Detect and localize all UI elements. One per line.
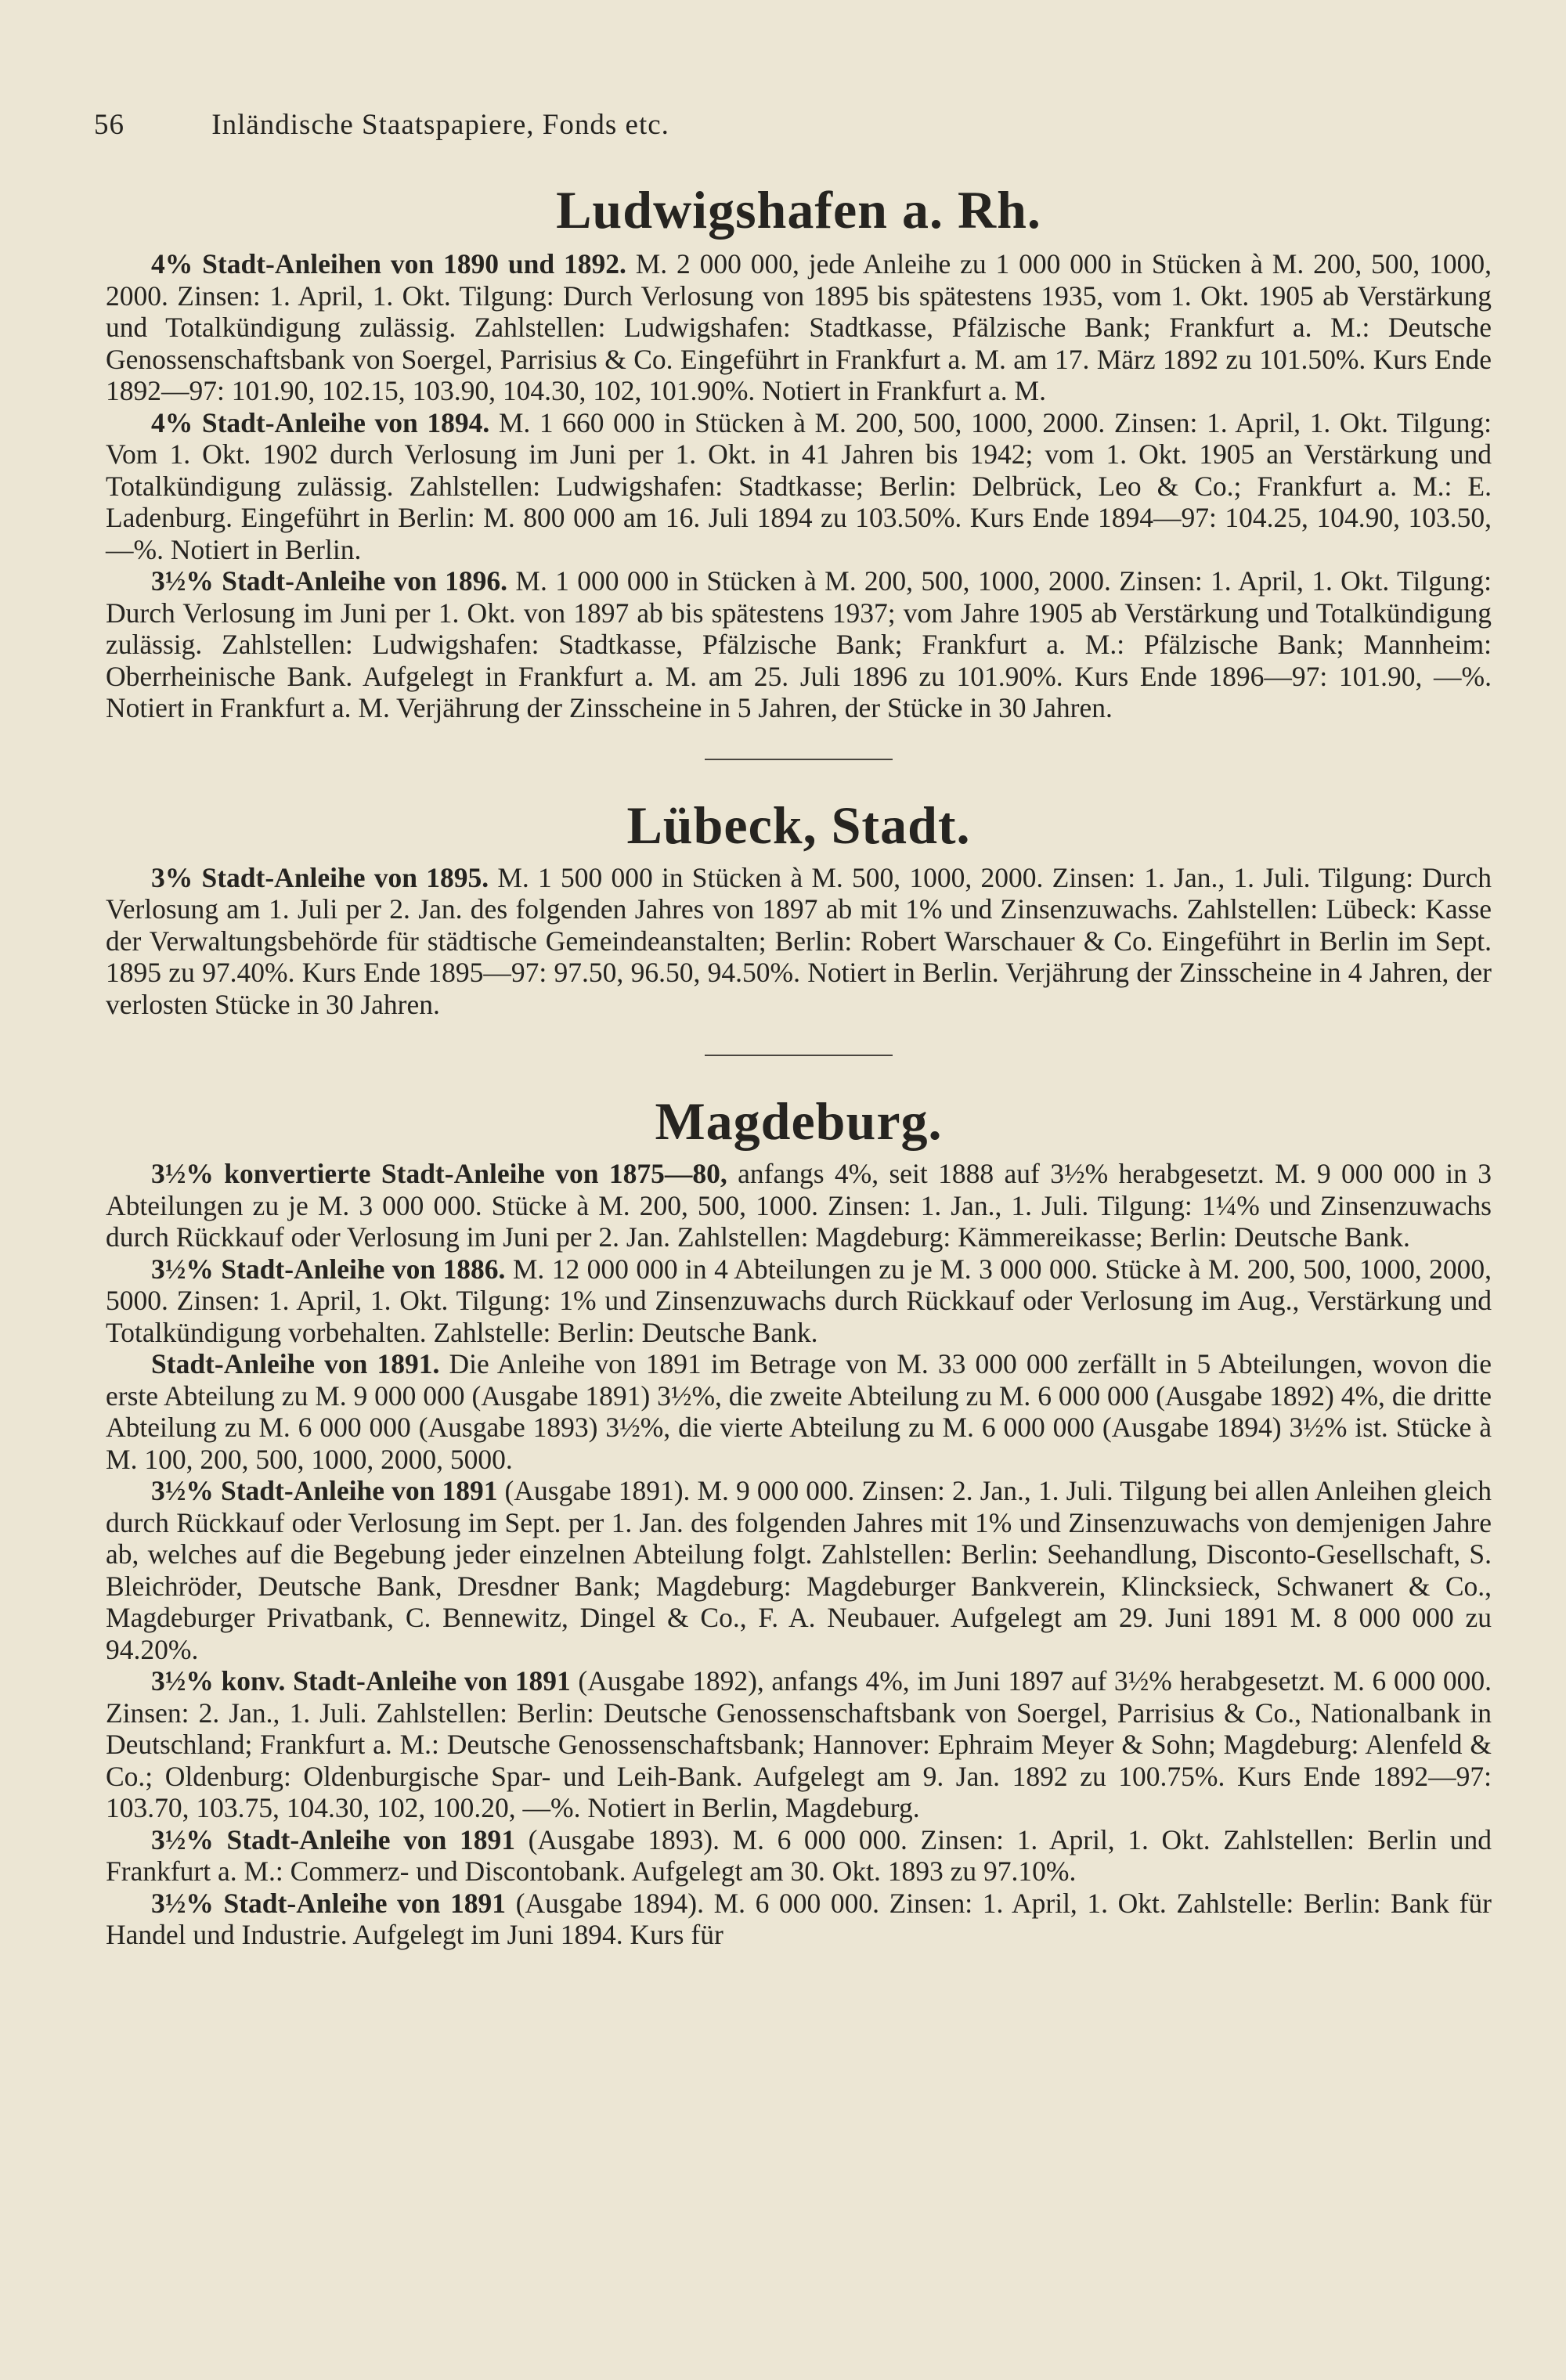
entry-text: M. 1 660 000 in Stücken à M. 200, 500, 1000, 2000. Zinsen: 1. April, 1. Okt. Tilgung: Vom 1. Okt. 1902 durch Verlosung im Juni per 1. Okt. in 41 Jahren bis 1942; vom 1. Okt. 1905 an Verstärkung und Totalkündigung zulässig. Zahlstellen: Ludwigshafen: Stadtkasse; Berlin: Delbrück, Leo & Co.; Frankfurt a. M.: E. Ladenburg. Eingeführt in Berlin: M. 800 000 am 16. Juli 1894 zu 103.50%. Kurs Ende 1894—97: 104.25, 104.90, 103.50, —%. Notiert in Berlin. <box>106 406 1492 565</box>
entry-lead: 3½% Stadt-Anleihe von 1891 <box>151 1823 515 1855</box>
entry <box>106 1824 1492 1888</box>
entry <box>106 565 1492 724</box>
section-title: Ludwigshafen a. Rh. <box>556 180 1041 240</box>
entry-lead: 3½% Stadt-Anleihe von 1891 <box>151 1475 498 1506</box>
entry <box>106 1253 1492 1349</box>
entry <box>106 1665 1492 1824</box>
section-title: Magdeburg. <box>655 1091 943 1151</box>
entry-lead: 3½% Stadt-Anleihe von 1891 <box>151 1887 507 1919</box>
section-divider <box>705 759 893 760</box>
section-title: Lübeck, Stadt. <box>626 795 971 855</box>
entry <box>106 1475 1492 1665</box>
entry <box>106 1888 1492 1951</box>
page-header <box>94 108 1488 142</box>
entry-text: M. 12 000 000 in 4 Abteilungen zu je M. 3 000 000. Stücke à M. 200, 500, 1000, 2000, 5000. Zinsen: 1. April, 1. Okt. Tilgung: 1% und Zinsenzuwachs durch Rückkauf oder Verlosung im Aug., Verstärkung und Totalkündigung vorbehalten. Zahlstelle: Berlin: Deutsche Bank. <box>106 1253 1492 1348</box>
running-title: Inländische Staatspapiere, Fonds etc. <box>211 109 669 141</box>
entry-text: (Ausgabe 1894). M. 6 000 000. Zinsen: 1. April, 1. Okt. Zahlstelle: Berlin: Bank für Handel und Industrie. Aufgelegt im Juni 1894. Kurs für <box>106 1887 1492 1950</box>
section-ludwigshafen <box>106 176 1492 724</box>
page-number: 56 <box>94 109 124 141</box>
entry-lead: 4% Stadt-Anleihe von 1894. <box>151 406 490 438</box>
page-body <box>106 176 1492 1951</box>
section-luebeck <box>106 792 1492 1021</box>
entry-text: anfangs 4%, seit 1888 auf 3½% herabgesetzt. M. 9 000 000 in 3 Abteilungen zu je M. 3 000 000. Stücke à M. 200, 500, 1000. Zinsen: 1. Jan., 1. Juli. Tilgung: 1¼% und Zinsenzuwachs durch Rückkauf oder Verlosung im Juni per 2. Jan. Zahlstellen: Magdeburg: Kämmereikasse; Berlin: Deutsche Bank. <box>106 1158 1492 1253</box>
entry-text: M. 2 000 000, jede Anleihe zu 1 000 000 in Stücken à M. 200, 500, 1000, 2000. Zinsen: 1. April, 1. Okt. Tilgung: Durch Verlosung von 1895 bis spätestens 1935, vom 1. Okt. 1905 ab Verstärkung und Totalkündigung zulässig. Zahlstellen: Ludwigshafen: Stadtkasse, Pfälzische Bank; Frankfurt a. M.: Deutsche Genossenschaftsbank von Soergel, Parrisius & Co. Eingeführt in Frankfurt a. M. am 17. März 1892 zu 101.50%. Kurs Ende 1892—97: 101.90, 102.15, 103.90, 104.30, 102, 101.90%. Notiert in Frankfurt a. M. <box>106 248 1492 406</box>
entry-lead: 3½% konvertierte Stadt-Anleihe von 1875—80, <box>151 1158 727 1189</box>
entry-lead: 4% Stadt-Anleihen von 1890 und 1892. <box>151 248 626 279</box>
entry-text: (Ausgabe 1892), anfangs 4%, im Juni 1897 auf 3½% herabgesetzt. M. 6 000 000. Zinsen: 2. Jan., 1. Juli. Zahlstellen: Berlin: Deutsche Genossenschaftsbank von Soergel, Parrisius & Co., Nationalbank in Deutschland; Frankfurt a. M.: Deutsche Genossenschaftsbank; Hannover: Ephraim Meyer & Sohn; Magdeburg: Alenfeld & Co.; Oldenburg: Oldenburgische Spar- und Leih-Bank. Aufgelegt am 9. Jan. 1892 zu 100.75%. Kurs Ende 1892—97: 103.70, 103.75, 104.30, 102, 100.20, —%. Notiert in Berlin, Magdeburg. <box>106 1665 1492 1823</box>
entry-lead: 3½% konv. Stadt-Anleihe von 1891 <box>151 1665 571 1697</box>
entry-lead: 3% Stadt-Anleihe von 1895. <box>151 861 489 893</box>
entry-text: Die Anleihe von 1891 im Betrage von M. 33 000 000 zerfällt in 5 Abteilungen, wovon die erste Abteilung zu M. 9 000 000 (Ausgabe 1891) 3½%, die zweite Abteilung zu M. 6 000 000 (Ausgabe 1892) 4%, die dritte Abteilung zu M. 6 000 000 (Ausgabe 1893) 3½%, die vierte Abteilung zu M. 6 000 000 (Ausgabe 1894) 3½% ist. Stücke à M. 100, 200, 500, 1000, 2000, 5000. <box>106 1348 1492 1475</box>
entry-lead: 3½% Stadt-Anleihe von 1896. <box>151 565 508 597</box>
entry <box>106 1158 1492 1253</box>
entry <box>106 248 1492 407</box>
entry <box>106 407 1492 566</box>
entry-lead: Stadt-Anleihe von 1891. <box>151 1348 440 1379</box>
entry-text: M. 1 500 000 in Stücken à M. 500, 1000, 2000. Zinsen: 1. Jan., 1. Juli. Tilgung: Durch Verlosung am 1. Juli per 2. Jan. des folgenden Jahres von 1897 ab mit 1% und Zinsenzuwachs. Zahlstellen: Lübeck: Kasse der Verwaltungsbehörde für städtische Gemeindeanstalten; Berlin: Robert Warschauer & Co. Eingeführt in Berlin im Sept. 1895 zu 97.40%. Kurs Ende 1895—97: 97.50, 96.50, 94.50%. Notiert in Berlin. Verjährung der Zinsscheine in 4 Jahren, der verlosten Stücke in 30 Jahren. <box>106 861 1492 1020</box>
section-magdeburg <box>106 1087 1492 1951</box>
entry-text: (Ausgabe 1891). M. 9 000 000. Zinsen: 2. Jan., 1. Juli. Tilgung bei allen Anleihen gleich durch Rückkauf oder Verlosung im Sept. per 1. Jan. des folgenden Jahres mit 1% und Zinsenzuwachs von demjenigen Jahre ab, welches auf die Begebung jeder einzelnen Abteilung folgt. Zahlstellen: Berlin: Seehandlung, Disconto-Gesellschaft, S. Bleichröder, Deutsche Bank, Dresdner Bank; Magdeburg: Magdeburger Bankverein, Klincksieck, Schwanert & Co., Magdeburger Privatbank, C. Bennewitz, Dingel & Co., F. A. Neubauer. Aufgelegt am 29. Juni 1891 M. 8 000 000 zu 94.20%. <box>106 1475 1492 1665</box>
entry-text: M. 1 000 000 in Stücken à M. 200, 500, 1000, 2000. Zinsen: 1. April, 1. Okt. Tilgung: Durch Verlosung im Juni per 1. Okt. von 1897 ab bis spätestens 1937; vom Jahre 1905 ab Verstärkung und Totalkündigung zulässig. Zahlstellen: Ludwigshafen: Stadtkasse, Pfälzische Bank; Frankfurt a. M.: Pfälzische Bank; Mannheim: Oberrheinische Bank. Aufgelegt in Frankfurt a. M. am 25. Juli 1896 zu 101.90%. Kurs Ende 1896—97: 101.90, —%. Notiert in Frankfurt a. M. Verjährung der Zinsscheine in 5 Jahren, der Stücke in 30 Jahren. <box>106 565 1492 723</box>
entry-lead: 3½% Stadt-Anleihe von 1886. <box>151 1253 506 1285</box>
section-divider <box>705 1055 893 1056</box>
entry <box>106 862 1492 1021</box>
entry <box>106 1348 1492 1475</box>
entry-text: (Ausgabe 1893). M. 6 000 000. Zinsen: 1. April, 1. Okt. Zahlstellen: Berlin und Frankfurt a. M.: Commerz- und Discontobank. Aufgelegt am 30. Okt. 1893 zu 97.10%. <box>106 1823 1492 1887</box>
